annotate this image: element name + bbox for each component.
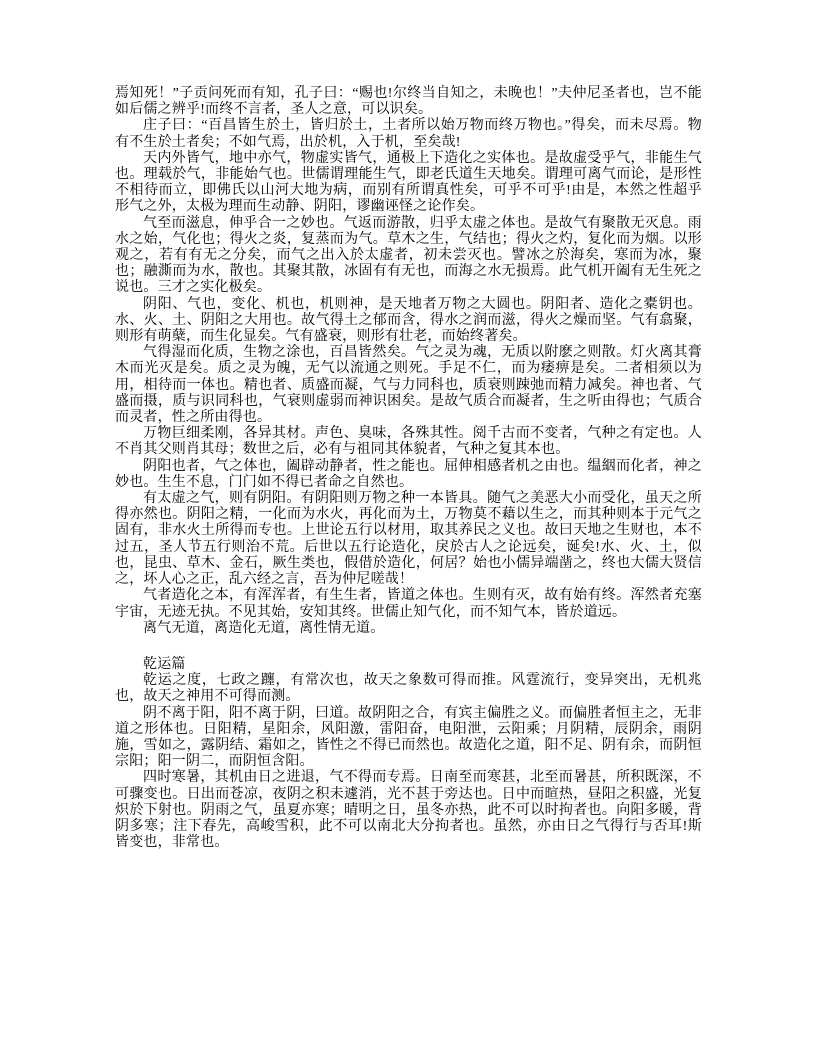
paragraph: 四时寒暑，其机由日之进退，气不得而专焉。日南至而寒甚，北至而暑甚，所积既深，不可骤变也。日出而苍凉，夜阴之积未遽消，光不甚于旁达也。日中而暄热，昼阳之积盛，光复炽於下射也。阴雨之气，虽夏亦寒；晴明之日，虽冬亦热，此不可以时拘者也。向阳多暖，背阴多寒；注下春先，高峻雪积，此不可以南北大分拘者也。虽然，亦由日之气得行与否耳!斯皆变也，非常也。 <box>115 770 702 851</box>
paragraph: 气得湿而化质，生物之涂也，百昌皆然矣。气之灵为魂，无质以附麽之则散。灯火离其膏木而光灭是矣。质之灵为魄，无气以流通之则死。手足不仁，而为痿痹是矣。二者相须以为用，相待而一体也。精也者、质盛而凝，气与力同科也，质衰则踈弛而精力减矣。神也者、气盛而摄，质与识同科也，气衰则虚弱而神识困矣。是故气质合而凝者，生之听由得也；气质合而灵者，性之所由得也。 <box>115 345 702 426</box>
paragraph: 天内外皆气，地中亦气，物虚实皆气，通极上下造化之实体也。是故虚受乎气，非能生气也。理载於气，非能始气也。世儒谓理能生气，即老氏道生天地矣。谓理可离气而论，是形性不相待而立，即佛氏以山河大地为病，而别有所谓真性矣，可乎不可乎!由是，本然之性超乎形气之外，太极为理而生动静、阴阳，谬幽诬怪之论作矣。 <box>115 150 702 215</box>
paragraph: 乾运之度，七政之躔，有常次也，故天之象数可得而推。风霆流行，变异突出，无机兆也，故天之神用不可得而测。 <box>115 673 702 705</box>
paragraph: 离气无道，离造化无道，离性情无道。 <box>143 620 385 636</box>
paragraph: 万物巨细柔刚，各异其材。声色、臭味，各殊其性。阅千古而不变者，气种之有定也。人不肖其父则肖其母；数世之后，必有与祖同其体貌者，气种之复其本也。 <box>115 426 702 458</box>
paragraph-continuation: 焉知死！”子贡问死而有知，孔子曰：“赐也!尔终当自知之，未晚也！”夫仲尼圣者也，岂不能如后儒之辨乎!而终不言者，圣人之意，可以识矣。 <box>115 86 702 118</box>
paragraph: 阴阳也者，气之体也，阖辟动静者，性之能也。屈伸相感者机之由也。缊絪而化者，神之妙也。生生不息，门门如不得已者命之自然也。 <box>115 458 702 490</box>
document-page <box>115 86 702 851</box>
paragraph: 气者造化之本，有浑浑者，有生生者，皆道之体也。生则有灭，故有始有终。浑然者充塞宇宙，无迹无执。不见其始，安知其终。世儒止知气化，而不知气本，皆於道远。 <box>115 588 702 620</box>
paragraph: 气至而滋息，伸乎合一之妙也。气返而游散，归乎太虚之体也。是故气有聚散无灭息。雨水之始，气化也；得火之炎，复蒸而为气。草木之生，气结也；得火之灼，复化而为烟。以形观之，若有有无之分矣，而气之出入於太虚者，初未尝灭也。譬冰之於海矣，寒而为冰，聚也；融澌而为水，散也。其聚其散，冰固有有无也，而海之水无损焉。此气机开阖有无生死之说也。三才之实化极矣。 <box>115 215 702 296</box>
paragraph: 阴不离于阳，阳不离于阴，曰道。故阴阳之合，有宾主偏胜之义。而偏胜者恒主之，无非道之形体也。日阳精，星阳余，风阳激，雷阳奋，电阳泄，云阳乘；月阴精，辰阴余，雨阴施，雪如之，露阴结、霜如之，皆性之不得已而然也。故造化之道，阳不足、阴有余，而阴恒宗阳；阳一阴二，而阴恒含阳。 <box>115 705 702 770</box>
paragraph: 庄子曰：“百昌皆生於土，皆归於土，土者所以始万物而终万物也。”得矣，而未尽焉。物有不生於土者矣；不如气焉，出於机，入于机，至矣哉! <box>115 118 702 150</box>
section-title: 乾运篇 <box>143 656 186 672</box>
paragraph: 有太虚之气，则有阴阳。有阴阳则万物之种一本皆具。随气之美恶大小而受化，虽天之所得亦然也。阴阳之精，一化而为水火，再化而为土，万物莫不藉以生之，而其种则本于元气之固有，非水火土所得而专也。上世论五行以材用，取其养民之义也。故曰天地之生财也，本不过五，圣人节五行则治不荒。后世以五行论造化，戾於古人之论远矣，诞矣!水、火、土，似也，昆虫、草木、金石，厥生类也，假借於造化，何居？始也小儒异端凿之，终也大儒大贤信之，坏人心之正，乱六经之言，吾为仲尼嗟哉！ <box>115 491 702 588</box>
paragraph: 阴阳、气也，变化、机也，机则神，是天地者万物之大圆也。阴阳者、造化之橐钥也。水、火、土、阴阳之大用也。故气得土之郁而含，得水之润而滋，得火之燥而坚。气有翕聚，则形有萌蘖，而生化显矣。气有盛衰，则形有壮老，而始终著矣。 <box>115 296 702 345</box>
